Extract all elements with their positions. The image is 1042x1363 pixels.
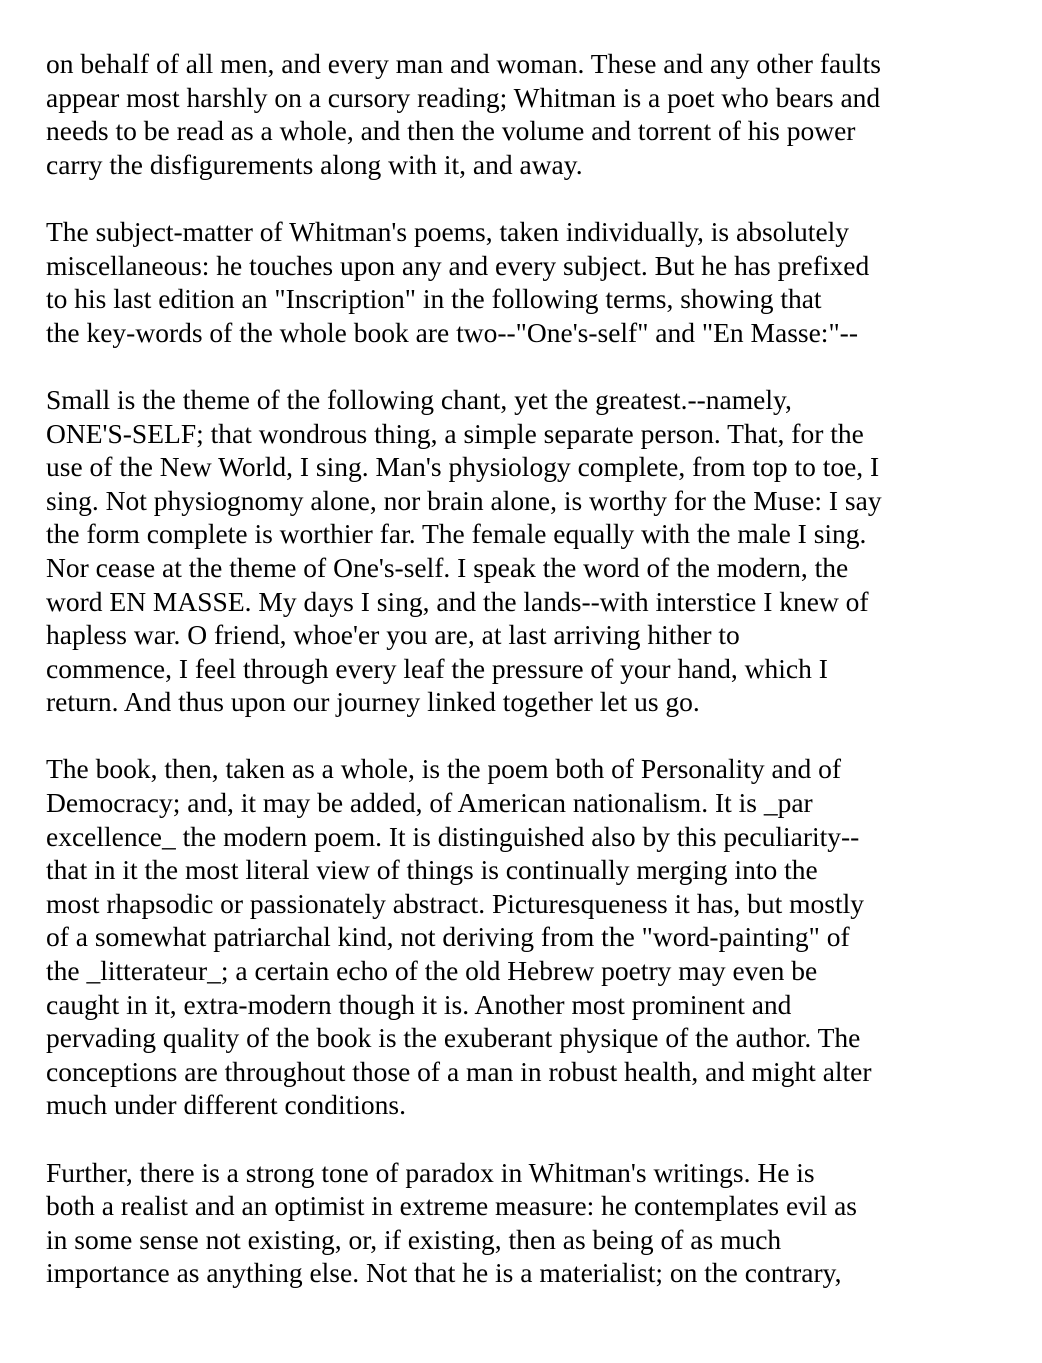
text-line: Democracy; and, it may be added, of American nationalism. It is _par <box>46 787 813 819</box>
text-line: word EN MASSE. My days I sing, and the lands--with interstice I knew of <box>46 585 869 617</box>
text-line: The subject-matter of Whitman's poems, taken individually, is absolutely <box>46 215 850 247</box>
text-line: that in it the most literal view of things is continually merging into the <box>46 854 818 886</box>
document-page <box>46 47 1006 1324</box>
text-line: much under different conditions. <box>46 1089 406 1121</box>
text-line: use of the New World, I sing. Man's physiology complete, from top to toe, I <box>46 451 880 483</box>
text-line: ONE'S-SELF; that wondrous thing, a simple separate person. That, for the <box>46 417 864 449</box>
paragraph-4 <box>46 752 1006 1122</box>
text-line: needs to be read as a whole, and then the volume and torrent of his power <box>46 115 856 147</box>
text-line: sing. Not physiognomy alone, nor brain alone, is worthy for the Muse: I say <box>46 484 882 516</box>
text-line: in some sense not existing, or, if existing, then as being of as much <box>46 1223 782 1255</box>
text-line: Nor cease at the theme of One's-self. I speak the word of the modern, the <box>46 551 849 583</box>
text-line: the form complete is worthier far. The female equally with the male I sing. <box>46 518 867 550</box>
text-line: appear most harshly on a cursory reading; Whitman is a poet who bears and <box>46 81 881 113</box>
text-line: caught in it, extra-modern though it is. Another most prominent and <box>46 988 792 1020</box>
text-line: excellence_ the modern poem. It is distinguished also by this peculiarity-- <box>46 820 860 852</box>
text-line: the key-words of the whole book are two--"One's-self" and "En Masse:"-- <box>46 316 858 348</box>
paragraph-5 <box>46 1156 1006 1290</box>
text-line: carry the disfigurements along with it, and away. <box>46 148 583 180</box>
text-line: both a realist and an optimist in extreme measure: he contemplates evil as <box>46 1190 857 1222</box>
text-line: Further, there is a strong tone of paradox in Whitman's writings. He is <box>46 1156 815 1188</box>
text-line: on behalf of all men, and every man and woman. These and any other faults <box>46 48 881 79</box>
text-line: importance as anything else. Not that he is a materialist; on the contrary, <box>46 1257 842 1289</box>
text-line: pervading quality of the book is the exuberant physique of the author. The <box>46 1022 861 1054</box>
text-line: to his last edition an "Inscription" in the following terms, showing that <box>46 283 822 315</box>
text-line: the _litterateur_; a certain echo of the old Hebrew poetry may even be <box>46 955 818 987</box>
paragraph-1 <box>46 47 1006 181</box>
text-line: The book, then, taken as a whole, is the poem both of Personality and of <box>46 753 842 785</box>
text-line: most rhapsodic or passionately abstract. Picturesqueness it has, but mostly <box>46 887 864 919</box>
paragraph-2 <box>46 215 1006 349</box>
text-line: Small is the theme of the following chant, yet the greatest.--namely, <box>46 383 792 415</box>
text-line: hapless war. O friend, whoe'er you are, at last arriving hither to <box>46 619 740 651</box>
inscription-paragraph <box>46 383 1006 719</box>
text-line: of a somewhat patriarchal kind, not deriving from the "word-painting" of <box>46 921 850 953</box>
text-line: commence, I feel through every leaf the pressure of your hand, which I <box>46 652 828 684</box>
text-line: return. And thus upon our journey linked together let us go. <box>46 686 700 718</box>
text-line: miscellaneous: he touches upon any and every subject. But he has prefixed <box>46 249 870 281</box>
text-line: conceptions are throughout those of a man in robust health, and might alter <box>46 1055 872 1087</box>
